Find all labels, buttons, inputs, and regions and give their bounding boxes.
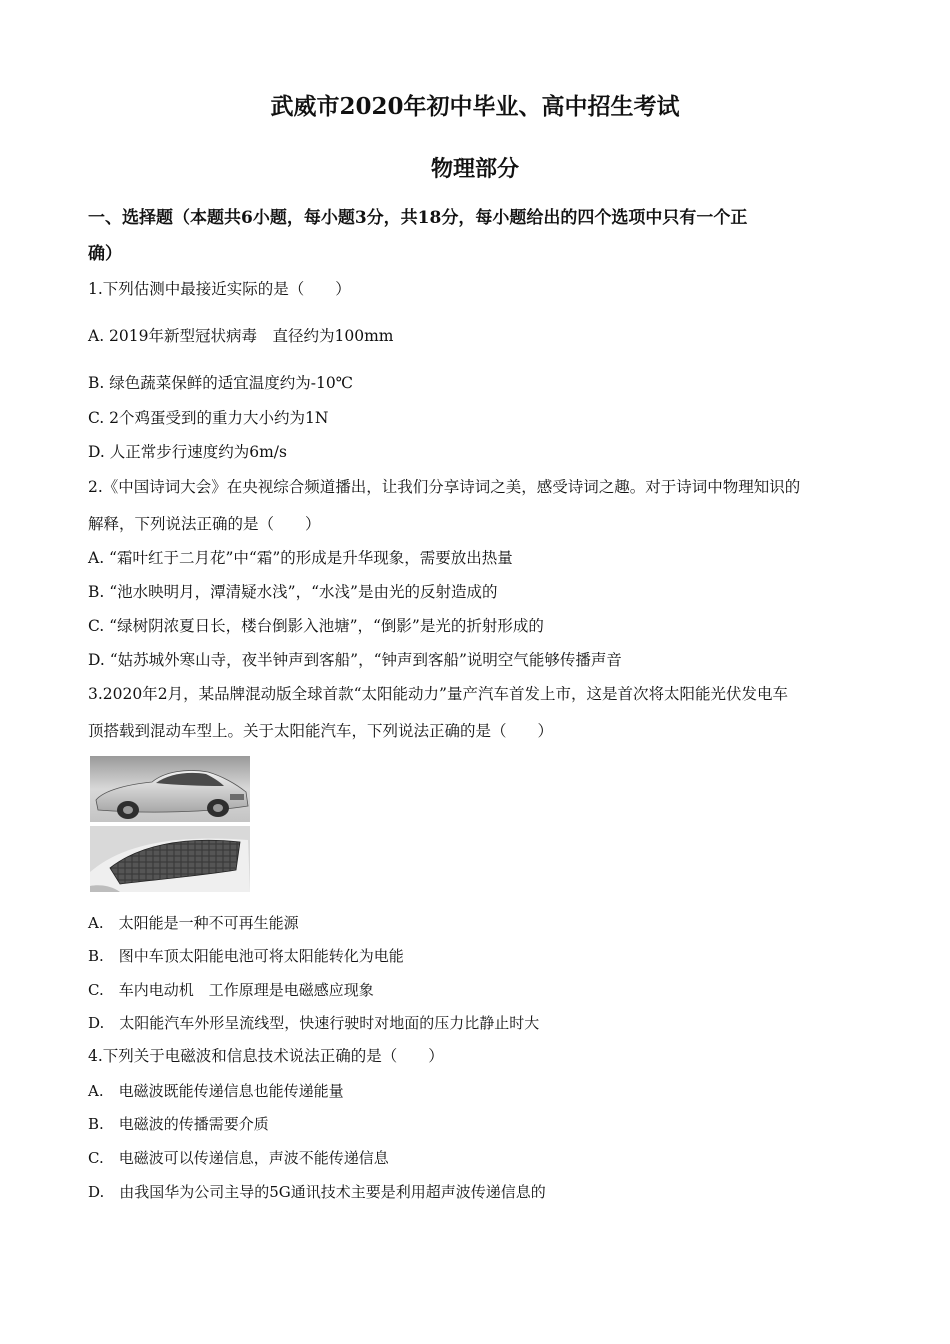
q1-option-c: C. 2个鸡蛋受到的重力大小约为1N bbox=[88, 409, 329, 427]
q3-option-a: A. 太阳能是一种不可再生能源 bbox=[88, 914, 299, 932]
q1-stem: 1.下列估测中最接近实际的是（ ） bbox=[88, 280, 351, 298]
section-heading-line1: 一、选择题（本题共6小题，每小题3分，共18分，每小题给出的四个选项中只有一个正 bbox=[88, 208, 748, 228]
q2-option-c: C. “绿树阴浓夏日长，楼台倒影入池塘”，“倒影”是光的折射形成的 bbox=[88, 617, 544, 635]
q2-stem-line1: 2.《中国诗词大会》在央视综合频道播出，让我们分享诗词之美，感受诗词之趣。对于诗词中物理知识的 bbox=[88, 478, 801, 496]
q2-option-d: D. “姑苏城外寒山寺，夜半钟声到客船”，“钟声到客船”说明空气能够传播声音 bbox=[88, 651, 622, 669]
q2-option-a: A. “霜叶红于二月花”中“霜”的形成是升华现象，需要放出热量 bbox=[88, 549, 513, 567]
q1-option-a: A. 2019年新型冠状病毒 直径约为100mm bbox=[88, 327, 394, 345]
q4-option-d: D. 由我国华为公司主导的5G通讯技术主要是利用超声波传递信息的 bbox=[88, 1183, 546, 1201]
solar-roof-photo bbox=[90, 826, 250, 892]
exam-subtitle: 物理部分 bbox=[430, 156, 519, 182]
q2-stem-line2: 解释，下列说法正确的是（ ） bbox=[88, 515, 321, 533]
q4-option-a: A. 电磁波既能传递信息也能传递能量 bbox=[88, 1082, 344, 1100]
q2-option-b: B. “池水映明月，潭清疑水浅”，“水浅”是由光的反射造成的 bbox=[88, 583, 498, 601]
q1-option-d: D. 人正常步行速度约为6m/s bbox=[88, 443, 287, 461]
q4-option-c: C. 电磁波可以传递信息，声波不能传递信息 bbox=[88, 1149, 389, 1167]
q3-option-c: C. 车内电动机 工作原理是电磁感应现象 bbox=[88, 981, 374, 999]
q3-stem-line2: 顶搭载到混动车型上。关于太阳能汽车，下列说法正确的是（ ） bbox=[88, 722, 554, 740]
exam-title: 武威市2020年初中毕业、高中招生考试 bbox=[270, 93, 680, 120]
section-heading-line2: 确） bbox=[88, 244, 122, 264]
q3-option-d: D. 太阳能汽车外形呈流线型，快速行驶时对地面的压力比静止时大 bbox=[88, 1014, 540, 1032]
q1-option-b: B. 绿色蔬菜保鲜的适宜温度约为-10℃ bbox=[88, 374, 354, 392]
car-photo bbox=[90, 756, 250, 822]
q4-option-b: B. 电磁波的传播需要介质 bbox=[88, 1115, 269, 1133]
q3-option-b: B. 图中车顶太阳能电池可将太阳能转化为电能 bbox=[88, 947, 404, 965]
q4-stem: 4.下列关于电磁波和信息技术说法正确的是（ ） bbox=[88, 1047, 444, 1065]
q3-stem-line1: 3.2020年2月，某品牌混动版全球首款“太阳能动力”量产汽车首发上市，这是首次将太阳能光伏发电车 bbox=[88, 685, 788, 703]
